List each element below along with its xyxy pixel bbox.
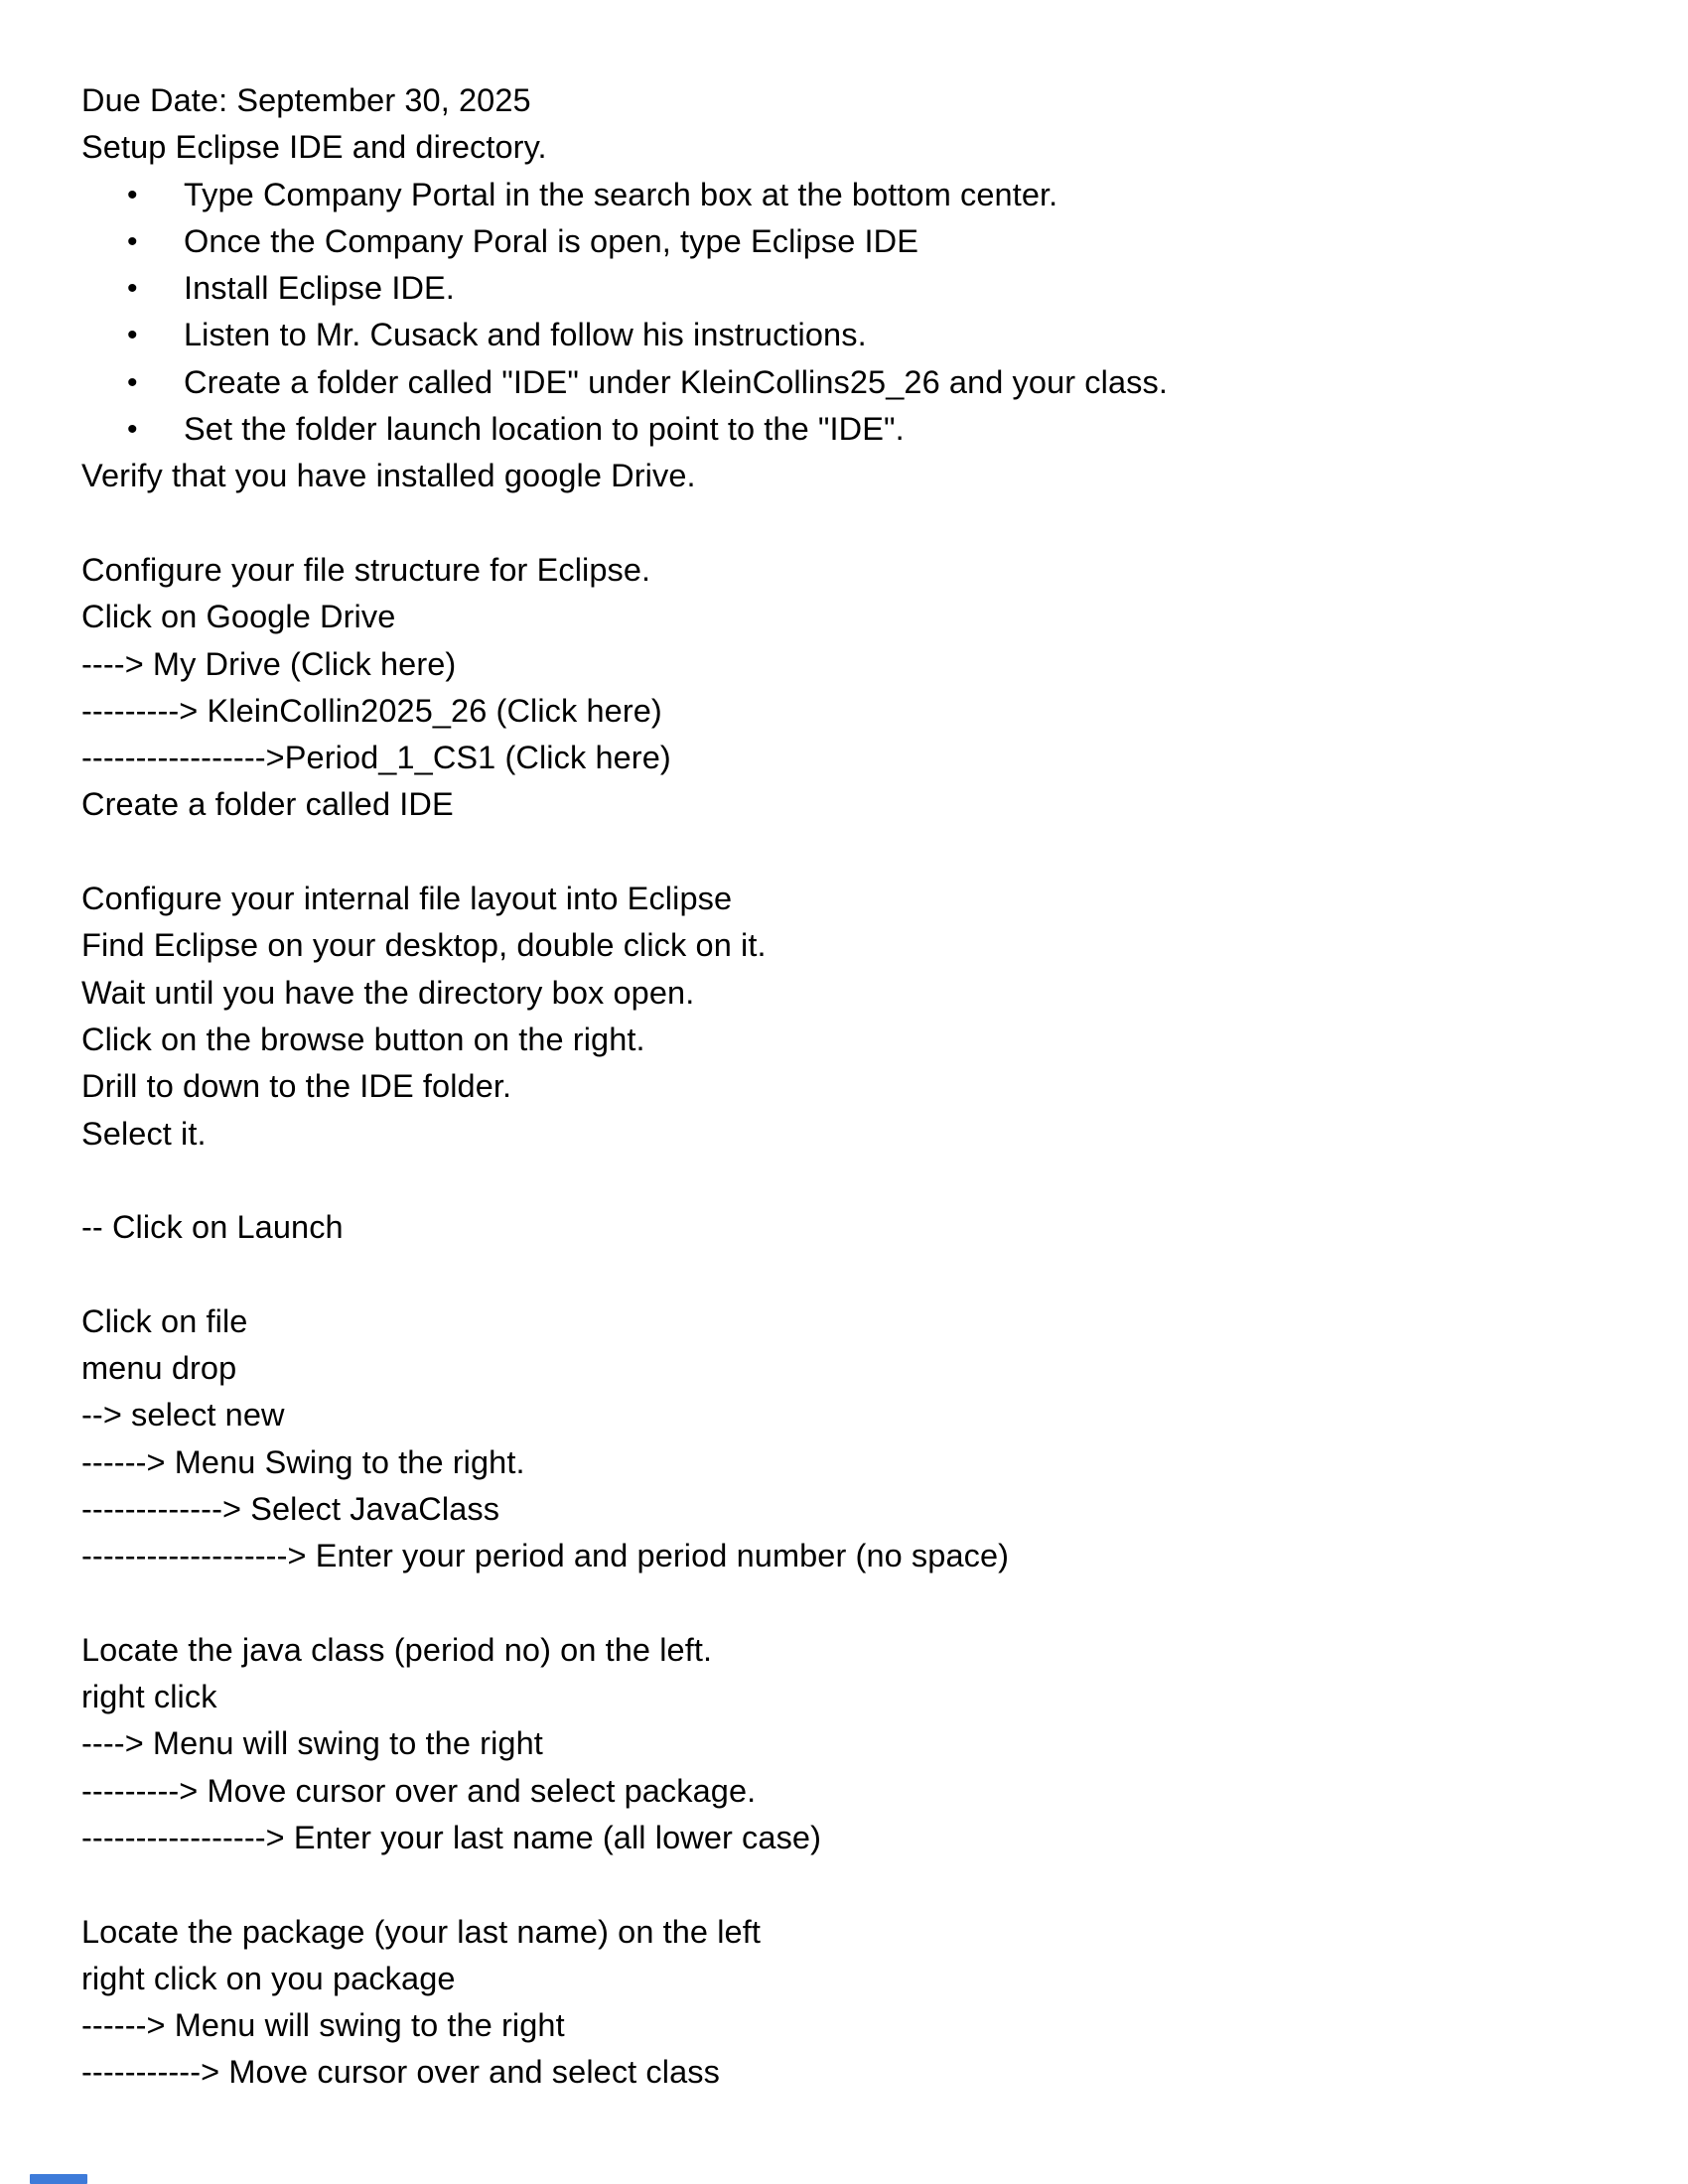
partial-blue-ui-fragment [30,2174,87,2184]
document-line: Configure your internal file layout into Eclipse [81,881,733,917]
document-line: Wait until you have the directory box open. [81,974,695,1011]
bullet-icon: • [127,224,138,258]
bullet-icon: • [127,178,138,211]
document-line: --> select new [81,1397,285,1433]
document-line: ----> Menu will swing to the right [81,1725,543,1762]
document-line: -------------------> Enter your period and period number (no space) [81,1538,1010,1574]
document-line: Create a folder called IDE [81,786,454,823]
bullet-text: Type Company Portal in the search box at the bottom center. [184,176,1058,212]
bullet-text: Create a folder called "IDE" under KleinCollins25_26 and your class. [184,363,1168,400]
bullet-icon: • [127,272,138,306]
document-bullet-line [81,312,1648,358]
document-line: Locate the java class (period no) on the left. [81,1631,713,1668]
document-line: -------------> Select JavaClass [81,1490,500,1527]
document-blank-line [81,1251,1648,1297]
bullet-icon: • [127,319,138,352]
document-line: Due Date: September 30, 2025 [81,82,531,118]
document-bullet-line [81,265,1648,312]
document-line: ------> Menu will swing to the right [81,2007,565,2044]
document-blank-line [81,1158,1648,1204]
document-blank-line [81,829,1648,876]
bullet-text: Install Eclipse IDE. [184,270,455,307]
document-content [81,77,1648,2097]
document-line: ----> My Drive (Click here) [81,645,457,682]
bullet-icon: • [127,365,138,399]
document-line: ---------> Move cursor over and select package. [81,1772,757,1809]
document-line: right click on you package [81,1960,456,1996]
document-line: right click [81,1679,217,1715]
bullet-text: Once the Company Poral is open, type Eclipse IDE [184,222,919,259]
document-line: -----------> Move cursor over and select class [81,2054,720,2091]
bullet-icon: • [127,413,138,447]
document-line: ---------> KleinCollin2025_26 (Click here) [81,692,662,729]
document-line: Find Eclipse on your desktop, double click on it. [81,927,767,964]
document-blank-line [81,1580,1648,1627]
document-line: Configure your file structure for Eclipse. [81,551,651,588]
bullet-text: Listen to Mr. Cusack and follow his instructions. [184,317,867,353]
document-line: Select it. [81,1115,207,1152]
document-blank-line [81,500,1648,547]
document-line: Click on Google Drive [81,599,396,635]
document-line: -----------------> Enter your last name (all lower case) [81,1819,822,1855]
document-line: Click on file [81,1302,248,1339]
document-line: ------> Menu Swing to the right. [81,1443,525,1480]
document-bullet-line [81,406,1648,453]
document-bullet-line [81,359,1648,406]
document-line: -- Click on Launch [81,1209,344,1246]
document-line: ----------------->Period_1_CS1 (Click here) [81,740,671,776]
bullet-text: Set the folder launch location to point to the "IDE". [184,411,905,448]
document-line: Setup Eclipse IDE and directory. [81,129,547,166]
document-blank-line [81,1861,1648,1908]
document-line: Locate the package (your last name) on the left [81,1913,761,1950]
document-line: Drill to down to the IDE folder. [81,1068,512,1105]
document-line: menu drop [81,1350,237,1387]
document-bullet-line [81,218,1648,265]
document-bullet-line [81,172,1648,218]
document-line: Click on the browse button on the right. [81,1021,645,1057]
document-line: Verify that you have installed google Drive. [81,458,696,494]
